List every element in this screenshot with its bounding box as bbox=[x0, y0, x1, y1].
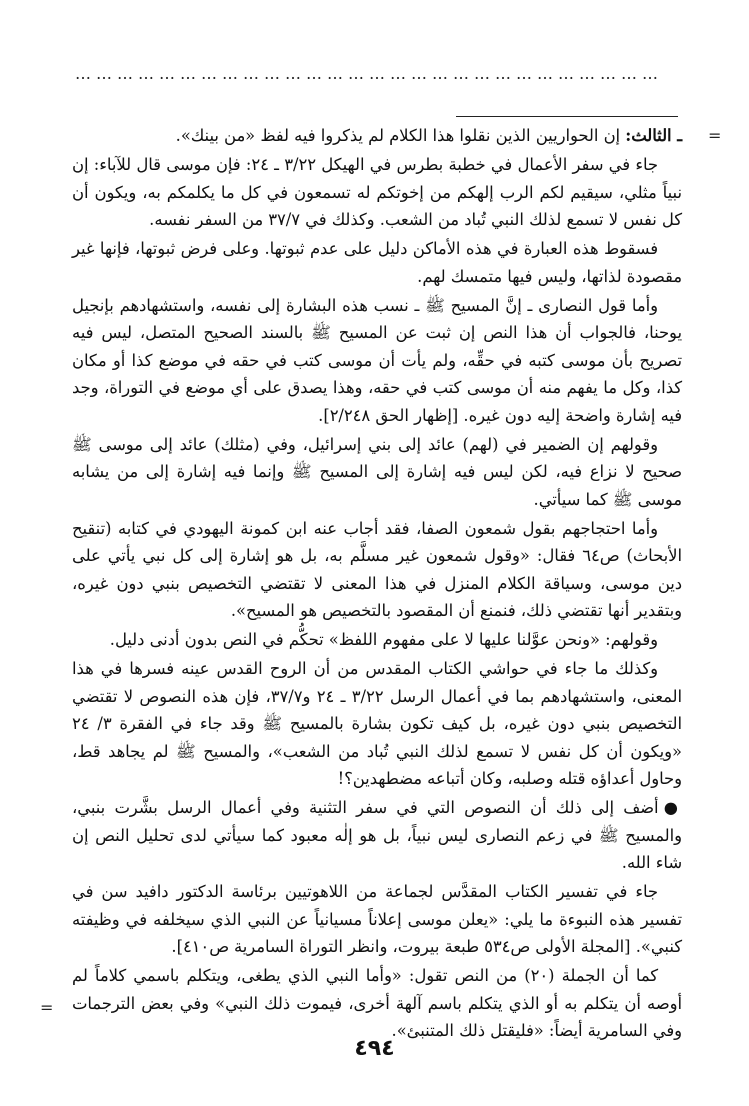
bullet-icon: ● bbox=[663, 798, 682, 817]
paragraph-text: وقولهم: «ونحن عوَّلنا عليها لا على مفهوم اللفظ» تحكُّم في النص بدون أدنى دليل. bbox=[109, 630, 658, 649]
paragraph-text: فسقوط هذه العبارة في هذه الأماكن دليل على عدم ثبوتها. وعلى فرض ثبوتها، فإنها غير مقصودة لذاتها، وليس فيها متمسك لهم. bbox=[72, 239, 682, 286]
paragraph-lead: ـ الثالث: bbox=[625, 126, 682, 145]
margin-mark: = bbox=[708, 126, 722, 145]
paragraph-text: أضف إلى ذلك أن النصوص التي في سفر التثنية وفي أعمال الرسل بشَّرت بنبي، والمسيح ﷺ في زعم النصارى ليس نبياً، بل هو إلٰه معبود كما سيأتي لدى تحليل النص إن شاء الله. bbox=[72, 798, 682, 872]
paragraph-text: وأما قول النصارى ـ إنَّ المسيح ﷺ ـ نسب هذه البشارة إلى نفسه، واستشهادهم بإنجيل يوحنا، فالجواب أن هذا النص إن ثبت عن المسيح ﷺ بالسند الصحيح المتصل، ليس فيه تصريح بأن موسى كتبه في حقِّه، ولم يأت أن موسى كتب في حقه في موضع كذا أو مكان كذا، وكل ما يفهم منه أن موسى كتب في حقه، وهذا يصدق على أي موضع في التوراة، وجد فيه إشارة واضحة إليه دون غيره. [إظهار الحق ٢/٢٤٨]. bbox=[72, 295, 682, 425]
margin-mark: = bbox=[40, 998, 54, 1017]
paragraph-text: جاء في سفر الأعمال في خطبة بطرس في الهيكل ٣/٢٢ ـ ٢٤: فإن موسى قال للآباء: إن نبياً مثلي، سيقيم لكم الرب إلهكم من إخوتكم له تسمعون في كل ما يكلمكم به، ويكون أن كل نفس لا تسمع لذلك النبي تُباد من الشعب. وكذلك في ٣٧/٧ من السفر نفسه. bbox=[72, 155, 682, 229]
paragraph-text: وأما احتجاجهم بقول شمعون الصفا، فقد أجاب عنه ابن كمونة اليهودي في كتابه (تنقيح الأبحاث) ص٦٤ فقال: «وقول شمعون غير مسلَّم به، بل هو إشارة إلى كل نبي يأتي على دين موسى، وسياقة الكلام المنزل في هذا المعنى لا تقتضي التخصيص بنبي دون غيره، وبتقدير أنها تقتضي ذلك، فنمنع أن المقصود بالتخصيص هو المسيح». bbox=[72, 518, 682, 620]
paragraph bbox=[72, 151, 682, 234]
page-number: ٤٩٤ bbox=[354, 1036, 395, 1061]
paragraph bbox=[72, 794, 682, 877]
paragraph bbox=[72, 431, 682, 514]
paragraph bbox=[72, 878, 682, 961]
paragraph bbox=[72, 235, 682, 290]
paragraph-text: إن الحواريين الذين نقلوا هذا الكلام لم يذكروا فيه لفظ «من بينك». bbox=[175, 126, 626, 145]
paragraph bbox=[72, 292, 682, 430]
footnote-rule bbox=[456, 116, 678, 117]
paragraph-text: وقولهم إن الضمير في (لهم) عائد إلى بني إسرائيل، وفي (مثلك) عائد إلى موسى ﷺ صحيح لا نزاع فيه، لكن ليس فيه إشارة إلى المسيح ﷺ وإنما فيه إشارة إلى من يشابه موسى ﷺ كما سيأتي. bbox=[72, 434, 682, 509]
paragraph-text: وكذلك ما جاء في حواشي الكتاب المقدس من أن الروح القدس عينه فسرها في هذا المعنى، واستشهادهم بما في أعمال الرسل ٣/٢٢ ـ ٢٤ و٣٧/٧، فإن هذه النصوص لا تقتضي التخصيص بنبي دون غيره، بل كيف تكون بشارة بالمسيح ﷺ وقد جاء في الفقرة ٣/ ٢٤ «ويكون أن كل نفس لا تسمع لذلك النبي تُباد من الشعب»، والمسيح ﷺ لم يجاهد قط، وحاول أعداؤه قتله وصلبه، وكان أتباعه مضطهدين؟! bbox=[72, 659, 682, 788]
dotted-separator: ………………………………………………………………………… bbox=[75, 66, 663, 82]
paragraph-text: جاء في تفسير الكتاب المقدَّس لجماعة من اللاهوتيين برئاسة الدكتور دافيد سن في تفسير هذه النبوءة ما يلي: «يعلن موسى إعلاناً مسيانياً عن النبي الذي سيخلفه في وظيفته كنبي». [المجلة الأولى ص٥٣٤ طبعة بيروت، وانظر التوراة السامرية ص٤١٠]. bbox=[72, 882, 682, 956]
paragraph bbox=[72, 626, 682, 654]
paragraph-text: كما أن الجملة (٢٠) من النص تقول: «وأما النبي الذي يطغى، ويتكلم باسمي كلاماً لم أوصه أن يتكلم به أو الذي يتكلم باسم آلهة أخرى، فيموت ذلك النبي» وفي بعض الترجمات وفي السامرية أيضاً: «فليقتل ذلك المتنبئ». bbox=[72, 966, 682, 1040]
paragraph bbox=[72, 515, 682, 625]
paragraph bbox=[72, 962, 682, 1045]
footnote-body bbox=[72, 122, 682, 1046]
paragraph bbox=[72, 122, 682, 150]
paragraph bbox=[72, 655, 682, 793]
